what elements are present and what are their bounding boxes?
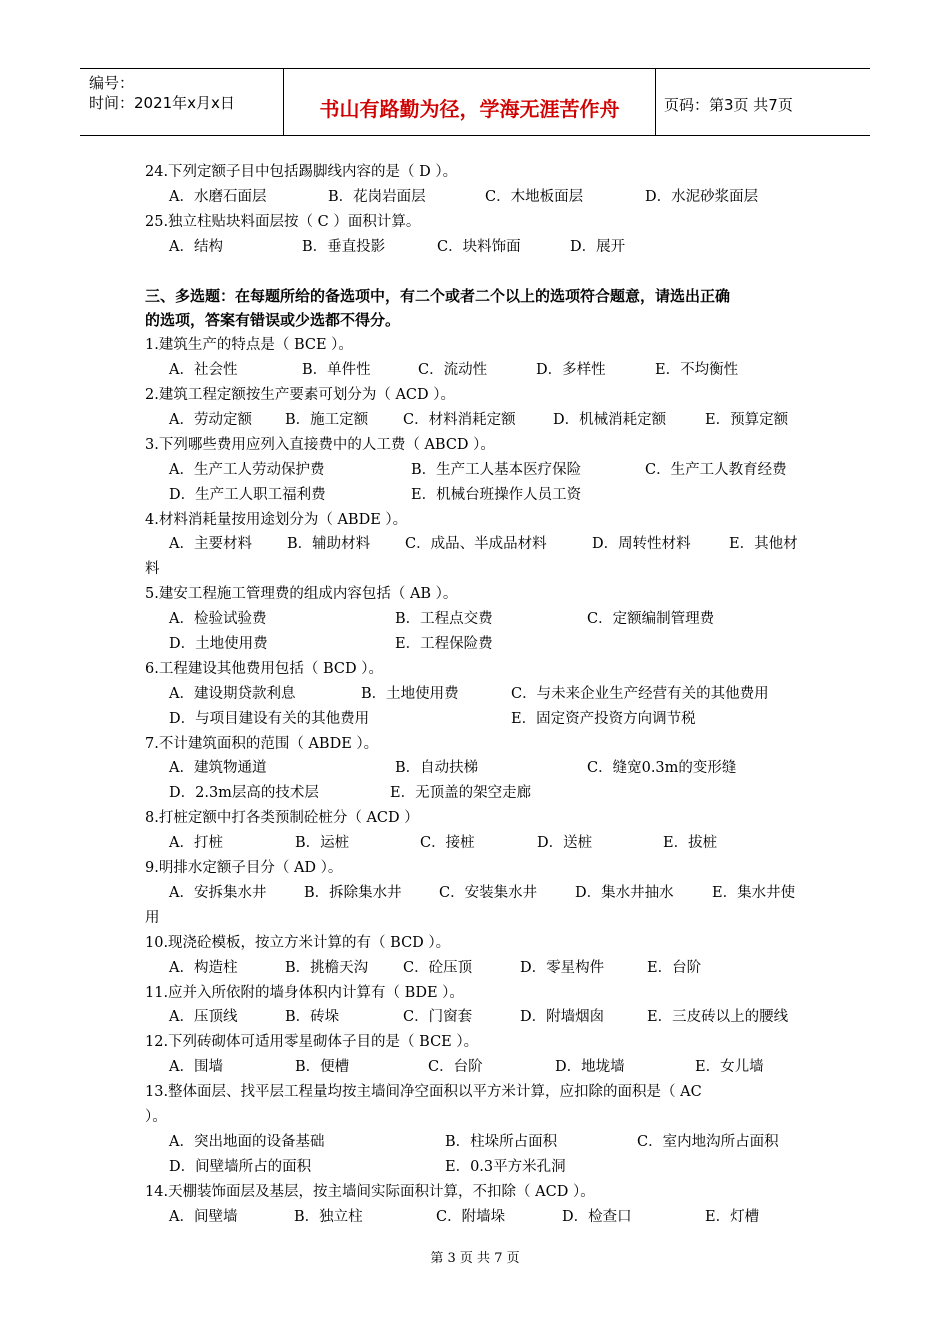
option: C．成品、半成品材料 (405, 536, 547, 553)
option: E．女儿墙 (695, 1059, 764, 1076)
option: C．与未来企业生产经营有关的其他费用 (511, 685, 769, 702)
question-stem: 25.独立柱贴块料面层按（ C ）面积计算。 (145, 213, 421, 230)
option: B．花岗岩面层 (328, 188, 426, 205)
question-stem: 5.建安工程施工管理费的组成内容包括（ AB ）。 (145, 586, 458, 603)
options-row (145, 532, 810, 557)
option: B．挑檐天沟 (285, 959, 369, 976)
option: A．安拆集水井 (169, 884, 267, 901)
option: A．构造柱 (169, 959, 238, 976)
page-footer: 第 3 页 共 7 页 (430, 1251, 520, 1266)
date-line: 时间：2021年x月x日 (89, 94, 235, 112)
option: A．社会性 (169, 362, 238, 379)
options-row (145, 1055, 810, 1080)
option: C．流动性 (418, 362, 488, 379)
header-left-cell (80, 69, 284, 135)
option: B．施工定额 (285, 412, 369, 429)
question-stem: 2.建筑工程定额按生产要素可划分为（ ACD ）。 (145, 387, 455, 404)
section-title: 三、多选题：在每题所给的备选项中，有二个或者二个以上的选项符合题意，请选出正确 (145, 286, 731, 305)
option: E．集水井使 (712, 884, 796, 901)
question-stem: 9.明排水定额子目分（ AD ）。 (145, 860, 343, 877)
option: D．检查口 (562, 1208, 632, 1225)
option: B．辅助材料 (287, 536, 371, 553)
option: B．砖垛 (285, 1009, 340, 1026)
option: B．工程点交费 (395, 611, 493, 628)
options-row (145, 781, 810, 806)
option: E．工程保险费 (395, 636, 493, 653)
option: D．机械消耗定额 (553, 412, 667, 429)
option: E．0.3平方米孔洞 (445, 1158, 566, 1175)
option: E．灯槽 (705, 1208, 760, 1225)
option: C．接桩 (420, 835, 475, 852)
option: B．生产工人基本医疗保险 (411, 461, 582, 478)
option: E．台阶 (647, 959, 702, 976)
question-stem: 13.整体面层、找平层工程量均按主墙间净空面积以平方米计算，应扣除的面积是（ AC (145, 1084, 702, 1101)
option: E．三皮砖以上的腰线 (647, 1009, 789, 1026)
options-row (145, 707, 810, 732)
option: E．拔桩 (663, 835, 718, 852)
option: B．拆除集水井 (304, 884, 402, 901)
option: E．预算定额 (705, 412, 789, 429)
document-body (145, 160, 810, 1229)
option: C．材料消耗定额 (403, 412, 516, 429)
option: E．机械台班操作人员工资 (411, 486, 582, 503)
option: C．附墙垛 (436, 1208, 506, 1225)
option: E．固定资产投资方向调节税 (511, 710, 696, 727)
option: A．间壁墙 (169, 1208, 238, 1225)
option: D．地垅墙 (555, 1059, 625, 1076)
option: D．生产工人职工福利费 (169, 486, 326, 503)
option: C．台阶 (428, 1059, 483, 1076)
header-page-info: 页码：第3页 共7页 (664, 96, 793, 114)
header-right-cell (656, 69, 870, 135)
option: D．展开 (570, 238, 626, 255)
option: D．零星构件 (520, 959, 605, 976)
option: A．生产工人劳动保护费 (169, 461, 325, 478)
option: D．土地使用费 (169, 636, 268, 653)
option: A．打桩 (169, 835, 223, 852)
option: D．送桩 (537, 835, 593, 852)
option: B．柱垛所占面积 (445, 1133, 558, 1150)
question-stem: 24.下列定额子目中包括踢脚线内容的是（ D ）。 (145, 164, 458, 180)
option: E．其他材 (729, 536, 798, 553)
option: C．砼压顶 (403, 959, 473, 976)
question-stem: 7.不计建筑面积的范围（ ABDE ）。 (145, 735, 379, 752)
option: B．土地使用费 (361, 685, 459, 702)
option: B．便槽 (295, 1059, 350, 1076)
option: B．单件性 (302, 362, 371, 379)
option: C．块料饰面 (437, 238, 521, 255)
option: C．缝宽0.3m的变形缝 (587, 760, 737, 777)
option: D．集水井抽水 (575, 884, 674, 901)
option: D．水泥砂浆面层 (645, 188, 759, 205)
options-row (145, 1130, 810, 1155)
question-stem: 14.天棚装饰面层及基层，按主墙间实际面积计算，不扣除（ ACD ）。 (145, 1183, 595, 1200)
option: A．水磨石面层 (169, 188, 267, 205)
options-row (145, 1205, 810, 1230)
option: A．建筑物通道 (169, 760, 267, 777)
options-row (145, 831, 810, 856)
option: A．建设期贷款利息 (169, 685, 296, 702)
question-stem: 4.材料消耗量按用途划分为（ ABDE ）。 (145, 511, 408, 528)
options-row (145, 458, 810, 483)
option: A．劳动定额 (169, 412, 252, 429)
question-stem: 6.工程建设其他费用包括（ BCD ）。 (145, 660, 383, 677)
option: A．压顶线 (169, 1009, 238, 1026)
option: D．多样性 (536, 362, 606, 379)
section-title-cont: 的选项，答案有错误或少选都不得分。 (145, 311, 401, 330)
option: D．附墙烟囱 (520, 1009, 605, 1026)
option: D．间壁墙所占的面积 (169, 1158, 312, 1175)
option: B．运桩 (295, 835, 350, 852)
question-stem: 11.应并入所依附的墙身体积内计算有（ BDE ）。 (145, 984, 464, 1001)
option: C．门窗套 (403, 1009, 473, 1026)
option: B．垂直投影 (302, 238, 386, 255)
option-wrap: 用 (145, 909, 160, 926)
option: E．无顶盖的架空走廊 (390, 785, 532, 802)
options-row (145, 408, 810, 433)
options-row (145, 185, 810, 210)
option: D．2.3m层高的技术层 (169, 785, 319, 802)
question-stem: 8.打桩定额中打各类预制砼桩分（ ACD ） (145, 810, 419, 827)
options-row (145, 1155, 810, 1180)
header-motto: 书山有路勤为径，学海无涯苦作舟 (319, 97, 620, 121)
option: C．安装集水井 (439, 884, 538, 901)
option: E．不均衡性 (655, 362, 739, 379)
options-row (145, 235, 810, 260)
options-row (145, 682, 810, 707)
options-row (145, 881, 810, 906)
option-wrap: 料 (145, 561, 160, 578)
option: D．周转性材料 (592, 536, 691, 553)
option: B．自动扶梯 (395, 760, 479, 777)
question-stem: 1.建筑生产的特点是（ BCE ）。 (145, 337, 353, 354)
options-row (145, 1005, 810, 1030)
question-stem: 12.下列砖砌体可适用零星砌体子目的是（ BCE ）。 (145, 1034, 479, 1051)
question-stem-cont: ）。 (145, 1108, 167, 1125)
question-stem: 3.下列哪些费用应列入直接费中的人工费（ ABCD ）。 (145, 436, 495, 453)
header-middle-cell (284, 69, 656, 135)
option: B．独立柱 (294, 1208, 363, 1225)
option: A．主要材料 (169, 536, 252, 553)
options-row (145, 632, 810, 657)
options-row (145, 607, 810, 632)
page-header (80, 68, 870, 136)
option: C．定额编制管理费 (587, 611, 715, 628)
options-row (145, 483, 810, 508)
options-row (145, 358, 810, 383)
option: C．室内地沟所占面积 (637, 1133, 779, 1150)
options-row (145, 756, 810, 781)
option: C．生产工人教育经费 (645, 461, 787, 478)
option: D．与项目建设有关的其他费用 (169, 710, 370, 727)
option: A．突出地面的设备基础 (169, 1133, 325, 1150)
option: A．围墙 (169, 1059, 223, 1076)
option: A．检验试验费 (169, 611, 267, 628)
question-stem: 10.现浇砼模板，按立方米计算的有（ BCD ）。 (145, 934, 451, 951)
option: C．木地板面层 (485, 188, 584, 205)
number-label: 编号： (89, 74, 135, 92)
option: A．结构 (169, 238, 223, 255)
options-row (145, 956, 810, 981)
